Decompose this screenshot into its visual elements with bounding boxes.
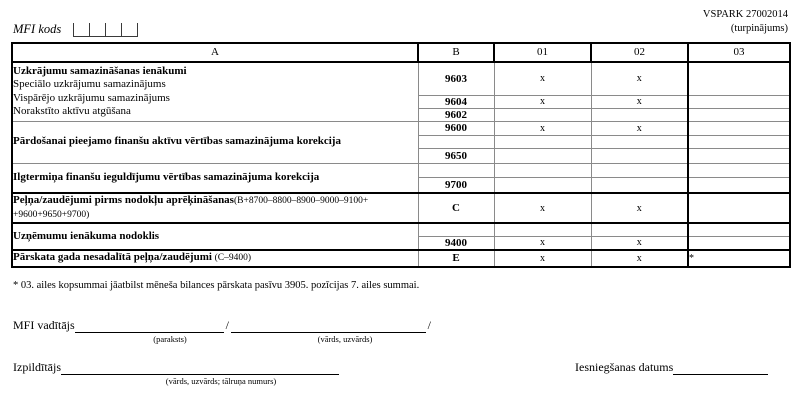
value-cell-01[interactable] xyxy=(494,135,591,148)
code-cell: 9700 xyxy=(418,177,494,193)
row-title: Ilgtermiņa finanšu ieguldījumu vērtības samazinājuma korekcija xyxy=(13,171,320,183)
value-cell-02[interactable]: x xyxy=(591,236,688,250)
value-cell-02[interactable]: x xyxy=(591,250,688,267)
column-header-03: 03 xyxy=(688,43,790,62)
submission-date-label: Iesniegšanas datums xyxy=(575,360,674,374)
value-cell-03[interactable] xyxy=(688,223,790,236)
executor-label: Izpildītājs xyxy=(13,360,61,374)
value-cell-01[interactable] xyxy=(494,148,591,163)
code-cell: 9600 xyxy=(418,121,494,135)
row-title: Uzņēmumu ienākuma nodoklis xyxy=(13,229,160,242)
code-cell: 9603 xyxy=(418,62,494,95)
row-formula-line-2: +9600+9650+9700) xyxy=(13,209,90,220)
caption-paraksts: (paraksts) xyxy=(153,334,187,344)
value-cell-01[interactable]: x xyxy=(494,121,591,135)
row-label-pardosanai xyxy=(12,121,418,163)
value-cell-03[interactable]: * xyxy=(688,250,790,267)
value-cell-02[interactable]: x xyxy=(591,193,688,223)
row-label-uzkrajumu xyxy=(12,62,418,121)
value-cell-03[interactable] xyxy=(688,108,790,121)
value-cell-02[interactable] xyxy=(591,108,688,121)
value-cell-01[interactable]: x xyxy=(494,95,591,108)
value-cell-02[interactable]: x xyxy=(591,95,688,108)
executor-field[interactable] xyxy=(61,362,339,375)
mfi-code-box-1[interactable] xyxy=(73,23,90,37)
value-cell-02[interactable]: x xyxy=(591,62,688,95)
value-cell-03[interactable] xyxy=(688,135,790,148)
name-field[interactable] xyxy=(231,320,426,333)
value-cell-01[interactable] xyxy=(494,108,591,121)
submission-date-field[interactable] xyxy=(673,362,768,375)
value-cell-01[interactable] xyxy=(494,177,591,193)
value-cell-02[interactable] xyxy=(591,148,688,163)
mfi-code-box-4[interactable] xyxy=(121,23,138,37)
value-cell-03[interactable] xyxy=(688,121,790,135)
form-table-wrap xyxy=(11,42,789,268)
column-header-01: 01 xyxy=(494,43,591,62)
code-cell: E xyxy=(418,250,494,267)
code-cell: 9604 xyxy=(418,95,494,108)
row-title: Pārskata gada nesadalītā peļņa/zaudējumi xyxy=(13,251,212,263)
mfi-head-label: MFI vadītājs xyxy=(13,318,75,332)
value-cell-01[interactable]: x xyxy=(494,193,591,223)
table-row xyxy=(12,121,790,135)
separator-slash-2: / xyxy=(427,318,431,332)
continuation-note: (turpinājums) xyxy=(730,23,788,34)
row-label-pelna-pirms-nodokliem xyxy=(12,193,418,223)
row-subline-2: Vispārējo uzkrājumu samazinājums xyxy=(13,91,170,104)
signature-block-submission-date xyxy=(575,360,789,375)
row-title: Peļņa/zaudējumi pirms nodokļu aprēķināšanas xyxy=(13,194,234,206)
form-table xyxy=(11,42,791,268)
row-title-wrap xyxy=(13,194,418,209)
code-cell xyxy=(418,135,494,148)
value-cell-01[interactable]: x xyxy=(494,62,591,95)
column-header-a: A xyxy=(12,43,418,62)
row-subline-3: Norakstīto aktīvu atgūšana xyxy=(13,105,131,118)
row-label-uznemumu-nodoklis xyxy=(12,223,418,250)
row-title: Pārdošanai pieejamo finanšu aktīvu vērtības samazinājuma korekcija xyxy=(13,135,341,148)
column-header-b: B xyxy=(418,43,494,62)
value-cell-01[interactable]: x xyxy=(494,236,591,250)
mfi-code-boxes[interactable] xyxy=(73,23,137,37)
table-row xyxy=(12,250,790,267)
executor-caption-wrap xyxy=(13,375,433,386)
code-cell xyxy=(418,163,494,177)
value-cell-01[interactable] xyxy=(494,223,591,236)
value-cell-03[interactable] xyxy=(688,236,790,250)
value-cell-02[interactable] xyxy=(591,177,688,193)
value-cell-03[interactable] xyxy=(688,95,790,108)
value-cell-02[interactable] xyxy=(591,135,688,148)
value-cell-03[interactable] xyxy=(688,148,790,163)
form-code: VSPARK 27002014 xyxy=(702,9,788,20)
mfi-code-box-3[interactable] xyxy=(105,23,122,37)
value-cell-01[interactable]: x xyxy=(494,250,591,267)
value-cell-03[interactable] xyxy=(688,163,790,177)
table-row xyxy=(12,193,790,223)
row-formula-line-1: (B+8700–8800–8900–9000–9100+ xyxy=(233,196,369,206)
mfi-code-row xyxy=(13,22,137,37)
table-header-row xyxy=(12,43,790,62)
code-cell: 9400 xyxy=(418,236,494,250)
code-cell xyxy=(418,223,494,236)
row-label-nesadalita-pelna xyxy=(12,250,418,267)
value-cell-03[interactable] xyxy=(688,62,790,95)
code-cell: 9602 xyxy=(418,108,494,121)
signature-line-executor xyxy=(13,360,433,375)
mfi-code-label: MFI kods xyxy=(13,22,62,36)
column-header-02: 02 xyxy=(591,43,688,62)
value-cell-02[interactable] xyxy=(591,163,688,177)
separator-slash: / xyxy=(225,318,229,332)
signature-field[interactable] xyxy=(75,320,224,333)
caption-executor: (vārds, uzvārds; tālruņa numurs) xyxy=(165,376,277,386)
code-cell: 9650 xyxy=(418,148,494,163)
row-title: Uzkrājumu samazināšanas ienākumi xyxy=(13,64,187,77)
value-cell-01[interactable] xyxy=(494,163,591,177)
row-subline-1: Speciālo uzkrājumu samazinājums xyxy=(13,78,166,91)
footnote: * 03. ailes kopsummai jāatbilst mēneša bilances pārskata pasīvu 3905. pozīcijas 7. ailes summai. xyxy=(13,280,420,291)
table-row xyxy=(12,163,790,177)
table-row xyxy=(12,223,790,236)
form-header-right xyxy=(703,8,788,36)
table-row xyxy=(12,62,790,95)
value-cell-03[interactable] xyxy=(688,177,790,193)
submission-date-line xyxy=(575,360,789,375)
signature-line-mfi-head xyxy=(13,318,433,333)
value-cell-03[interactable] xyxy=(688,193,790,223)
signature-block-mfi-head xyxy=(13,318,433,344)
code-cell: C xyxy=(418,193,494,223)
row-formula-inline: (C–9400) xyxy=(214,253,251,263)
caption-vards-uzvards: (vārds, uzvārds) xyxy=(317,334,373,344)
row-label-ilgtermina xyxy=(12,163,418,193)
signature-block-executor xyxy=(13,360,433,386)
value-cell-02[interactable]: x xyxy=(591,121,688,135)
value-cell-02[interactable] xyxy=(591,223,688,236)
mfi-code-box-2[interactable] xyxy=(89,23,106,37)
signature-captions xyxy=(13,333,433,344)
